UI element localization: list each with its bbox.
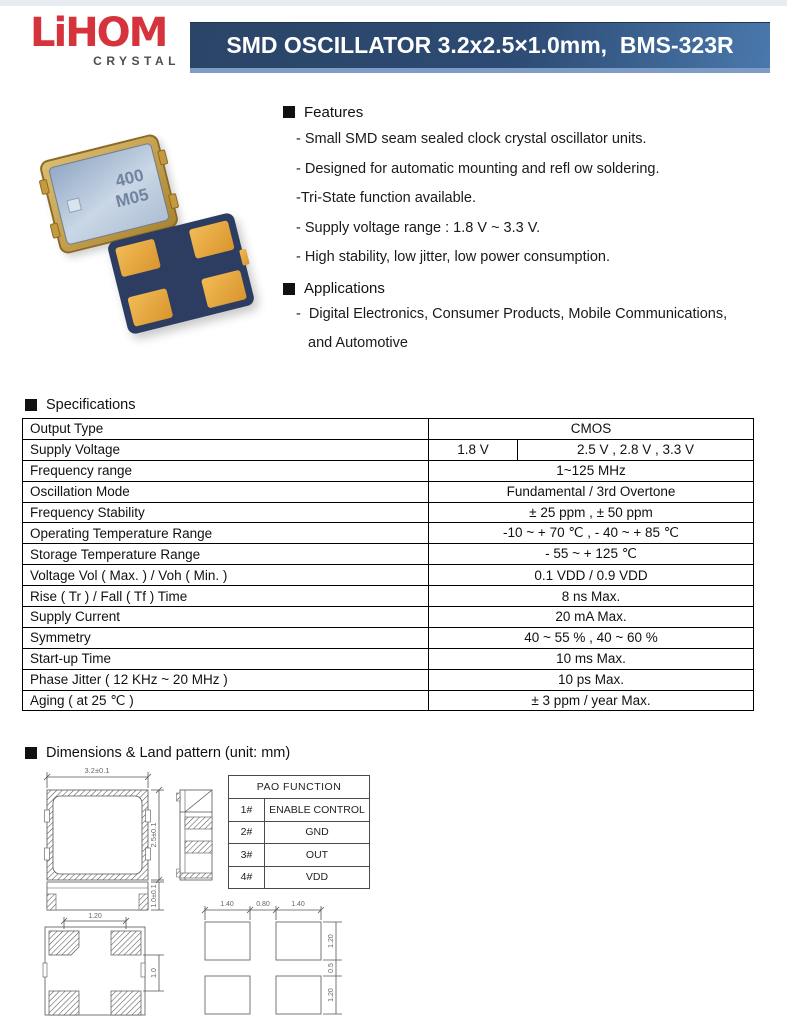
solder-pad: [189, 220, 235, 259]
feature-item: - High stability, low jitter, low power consumption.: [296, 249, 611, 265]
applications-line-1: - Digital Electronics, Consumer Products, Mobile Communications,: [296, 305, 728, 322]
dim-label-land-h2: 1.20: [328, 988, 335, 1002]
castellation-tab: [168, 193, 179, 209]
table-row: [23, 460, 754, 481]
castellation-tab: [39, 179, 50, 195]
spec-label-cell: Symmetry: [23, 627, 429, 648]
bottom-view-drawing: [43, 917, 164, 1015]
spec-label-cell: Rise ( Tr ) / Fall ( Tf ) Time: [23, 586, 429, 607]
spec-value-cell: 10 ms Max.: [429, 648, 754, 669]
table-row: [23, 419, 754, 440]
feature-item: - Designed for automatic mounting and refl ow soldering.: [296, 160, 660, 177]
spec-value-cell: 0.1 VDD / 0.9 VDD: [429, 565, 754, 586]
spec-label-cell: Frequency Stability: [23, 502, 429, 523]
pin-number-cell: 4#: [229, 866, 265, 889]
spec-label-cell: Start-up Time: [23, 648, 429, 669]
table-row: [23, 648, 754, 669]
section-square-icon: [25, 399, 37, 411]
pin-function-cell: OUT: [265, 844, 370, 867]
dim-label-pad-gap: 1.0: [151, 968, 158, 978]
castellation-tab: [157, 149, 168, 165]
table-row: [23, 481, 754, 502]
applications-heading-label: Applications: [304, 280, 385, 297]
spec-value-cell: ± 3 ppm / year Max.: [429, 690, 754, 711]
chip-marking-frequency: 400: [113, 165, 146, 192]
specifications-table: [22, 418, 754, 711]
spec-value-cell: ± 25 ppm , ± 50 ppm: [429, 502, 754, 523]
spec-label-cell: Frequency range: [23, 460, 429, 481]
spec-value-cell: 8 ns Max.: [429, 586, 754, 607]
spec-value-cell: 2.5 V , 2.8 V , 3.3 V: [518, 439, 754, 460]
applications-line-2: and Automotive: [308, 335, 408, 351]
specifications-heading: [25, 394, 135, 416]
spec-label-cell: Oscillation Mode: [23, 481, 429, 502]
features-heading-label: Features: [304, 103, 364, 121]
specifications-heading-label: Specifications: [46, 397, 136, 413]
section-square-icon: [25, 747, 37, 759]
table-row: [23, 627, 754, 648]
spec-label-cell: Output Type: [23, 419, 429, 440]
page-top-strip: [0, 0, 787, 6]
table-row: [229, 866, 370, 889]
side-view-drawing: [177, 790, 213, 880]
spec-label-cell: Supply Voltage: [23, 439, 429, 460]
dim-label-land-h1: 1.20: [328, 934, 335, 948]
section-square-icon: [283, 283, 295, 295]
table-row: [23, 502, 754, 523]
table-row: [229, 776, 370, 799]
product-photo: [40, 126, 275, 321]
spec-value-cell: 10 ps Max.: [429, 669, 754, 690]
company-logo: [30, 12, 182, 68]
table-row: [23, 586, 754, 607]
dim-label-land-w1: 1.40: [220, 901, 234, 908]
solder-pad: [127, 288, 173, 327]
spec-value-cell: - 55 ~ + 125 ℃: [429, 544, 754, 565]
feature-item: -Tri-State function available.: [296, 190, 476, 206]
document-title: SMD OSCILLATOR 3.2x2.5×1.0mm, BMS-323R: [226, 32, 734, 58]
spec-label-cell: Aging ( at 25 ℃ ): [23, 690, 429, 711]
dim-label-body-height: 2.5±0.1: [149, 822, 158, 848]
solder-pad: [201, 270, 247, 309]
features-list: [296, 125, 780, 273]
land-pattern-drawing: [202, 906, 342, 1014]
spec-value-cell: Fundamental / 3rd Overtone: [429, 481, 754, 502]
feature-item: - Small SMD seam sealed clock crystal oscillator units.: [296, 131, 647, 147]
spec-value-cell: 40 ~ 55 % , 40 ~ 60 %: [429, 627, 754, 648]
top-view-drawing: [44, 772, 164, 883]
title-banner: [190, 22, 770, 73]
pin-number-cell: 2#: [229, 821, 265, 844]
features-heading: [283, 101, 780, 123]
feature-item: - Supply voltage range : 1.8 V ~ 3.3 V.: [296, 219, 541, 236]
section-square-icon: [283, 106, 295, 118]
spec-value-cell: -10 ~ + 70 ℃ , - 40 ~ + 85 ℃: [429, 523, 754, 544]
dimensions-heading-label: Dimensions & Land pattern (unit: mm): [46, 745, 291, 761]
pin-number-cell: 1#: [229, 799, 265, 822]
castellation-tab: [50, 222, 61, 238]
solder-pad: [115, 239, 161, 278]
pin-number-cell: 3#: [229, 844, 265, 867]
chip-marking-code: M05: [113, 184, 151, 212]
spec-value-cell: 20 mA Max.: [429, 607, 754, 628]
logo-subtitle: CRYSTAL: [93, 54, 180, 68]
spec-label-cell: Supply Current: [23, 607, 429, 628]
castellation-tab: [239, 249, 250, 266]
spec-label-cell: Voltage Vol ( Max. ) / Voh ( Min. ): [23, 565, 429, 586]
pad-function-title: PAO FUNCTION: [229, 776, 370, 799]
table-row: [23, 544, 754, 565]
table-row: [229, 844, 370, 867]
pin-function-cell: GND: [265, 821, 370, 844]
table-row: [23, 669, 754, 690]
intro-section: [283, 101, 780, 359]
pin-function-cell: VDD: [265, 866, 370, 889]
dim-label-land-w2: 1.40: [291, 901, 305, 908]
logo-wordmark: LiHOM: [30, 10, 167, 56]
applications-heading: [283, 278, 780, 300]
dim-label-body-thickness: 1.0±0.1: [151, 884, 158, 908]
table-row: [229, 799, 370, 822]
dim-label-pad-pitch: 1.20: [88, 913, 102, 920]
table-row: [23, 439, 754, 460]
table-row: [23, 565, 754, 586]
spec-value-cell: CMOS: [429, 419, 754, 440]
table-row: [23, 523, 754, 544]
table-row: [23, 690, 754, 711]
table-row: [23, 607, 754, 628]
dim-label-land-gap-v: 0.5: [328, 963, 335, 973]
spec-value-cell: 1.8 V: [429, 439, 518, 460]
spec-label-cell: Operating Temperature Range: [23, 523, 429, 544]
spec-label-cell: Storage Temperature Range: [23, 544, 429, 565]
table-row: [229, 821, 370, 844]
dim-label-body-width: 3.2±0.1: [84, 766, 110, 775]
spec-value-cell: 1~125 MHz: [429, 460, 754, 481]
pad-function-table: [228, 775, 370, 889]
front-elevation-drawing: [47, 882, 164, 910]
dim-label-land-gap: 0.80: [256, 901, 270, 908]
pin-function-cell: ENABLE CONTROL: [265, 799, 370, 822]
spec-label-cell: Phase Jitter ( 12 KHz ~ 20 MHz ): [23, 669, 429, 690]
metal-lid: [48, 142, 170, 245]
